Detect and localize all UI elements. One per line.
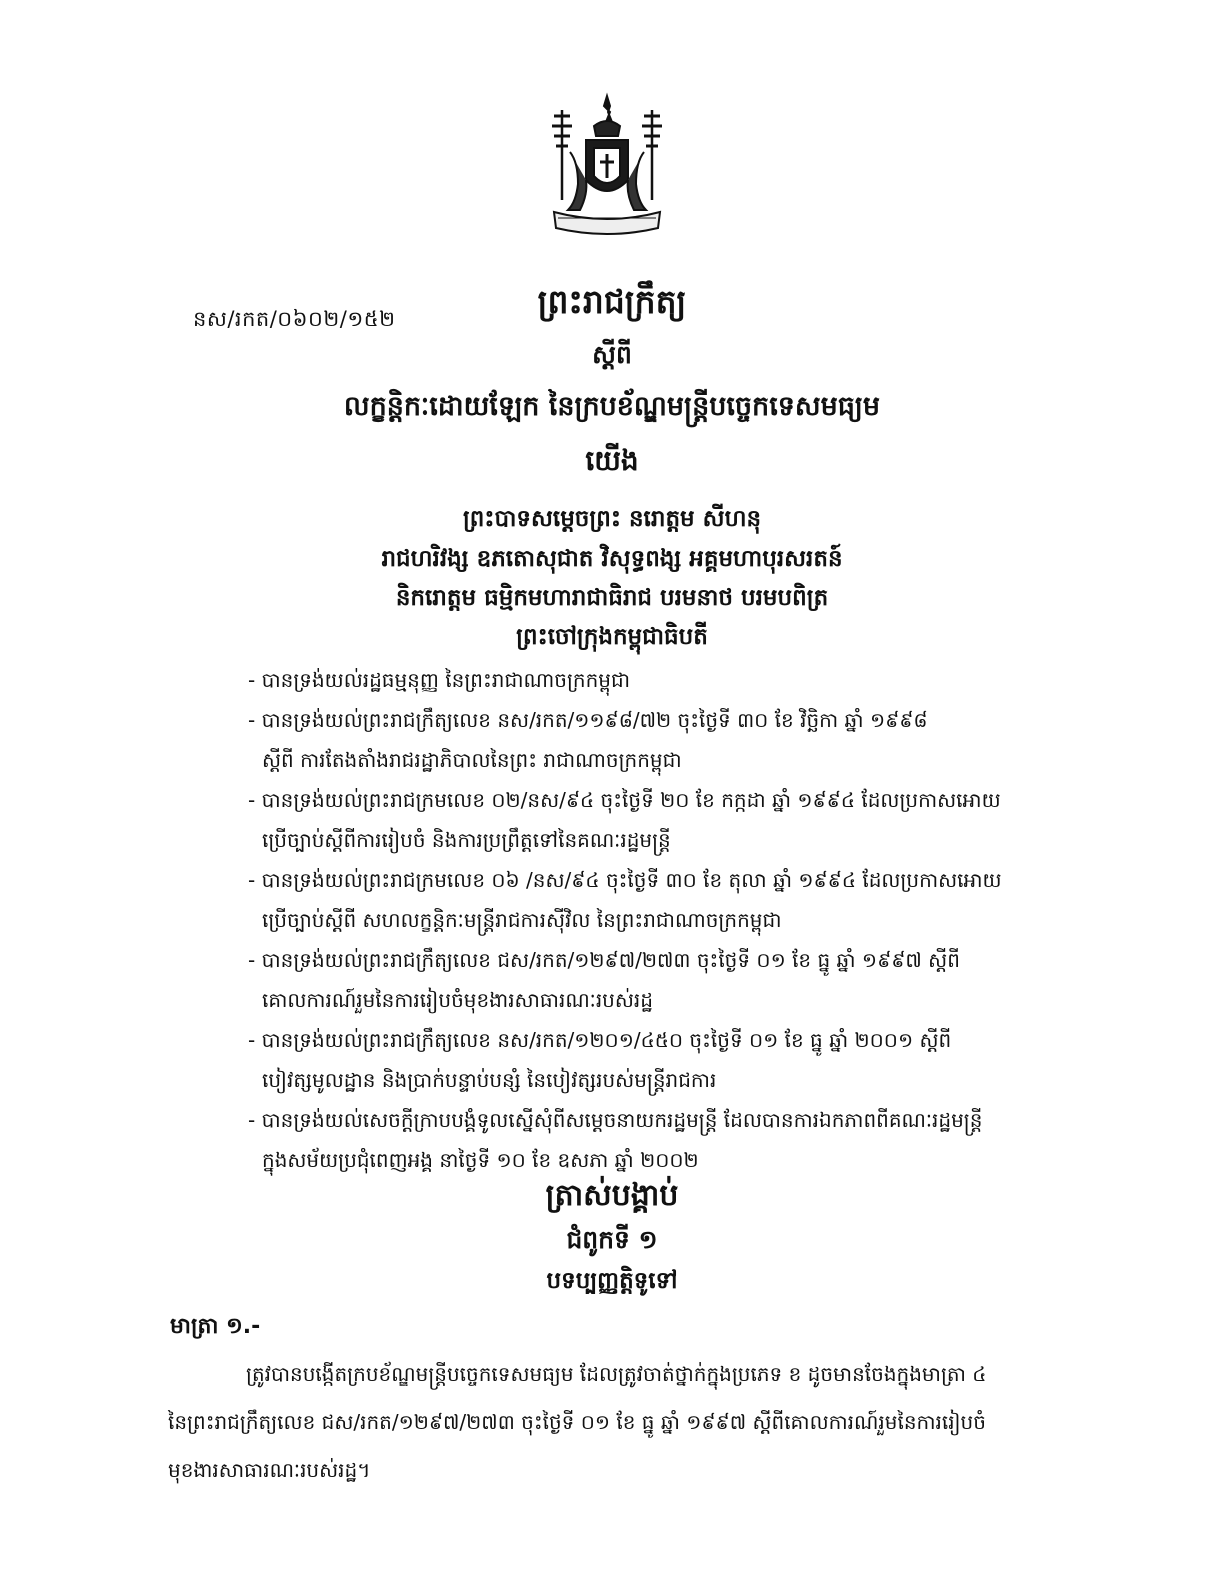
article-1-line: នៃព្រះរាជក្រឹត្យលេខ ជស/រកត/១២៩៧/២៧៣ ចុះថ្ងៃទី ០១ ខែ ធ្នូ ឆ្នាំ ១៩៩៧ ស្តីពីគោលការណ៍រួមនៃការរៀបចំ <box>168 1410 986 1434</box>
king-title-line-3: និករោត្តម ធម្មិកមហារាជាធិរាជ បរមនាថ បរមបពិត្រ <box>395 585 829 611</box>
visa-item: - បានទ្រង់យល់ព្រះរាជក្រឹត្យលេខ នស/រកត/១២០១/៤៥០ ចុះថ្ងៃទី ០១ ខែ ធ្នូ ឆ្នាំ ២០០១ ស្តីពី <box>248 1028 952 1052</box>
visa-item: - បានទ្រង់យល់ព្រះរាជក្រឹត្យលេខ ជស/រកត/១២៩៧/២៧៣ ចុះថ្ងៃទី ០១ ខែ ធ្នូ ឆ្នាំ ១៩៩៧ ស្តីពី <box>248 948 960 972</box>
article-1-line: ត្រូវបានបង្កើតក្របខ័ណ្ឌមន្ត្រីបច្ចេកទេសមធ្យម ដែលត្រូវចាត់ថ្នាក់ក្នុងប្រភេទ ខ ដូចមានចែងក្នុងមាត្រា ៤ <box>246 1362 987 1386</box>
order-heading: ត្រាស់បង្គាប់ <box>545 1178 679 1213</box>
chapter-title: បទប្បញ្ញត្តិទូទៅ <box>546 1268 678 1294</box>
article-1-body <box>168 1350 1048 1494</box>
royal-coat-of-arms-emblem <box>548 92 666 240</box>
king-title-line-4: ព្រះចៅក្រុងកម្ពុជាធិបតី <box>516 624 708 650</box>
article-1-label: មាត្រា ១.- <box>170 1314 261 1339</box>
decree-reference-number: នស/រកត/០៦០២/១៥២ <box>193 307 396 331</box>
visa-item-continuation: ប្រើច្បាប់ស្តីពី សហលក្ខន្តិកៈមន្ត្រីរាជការស៊ីវិល នៃព្រះរាជាណាចក្រកម្ពុជា <box>262 908 782 932</box>
we-heading: យើង <box>585 444 639 477</box>
decree-subject: លក្ខន្តិកៈដោយឡែក នៃក្របខ័ណ្ឌមន្ត្រីបច្ចេកទេសមធ្យម <box>343 391 881 422</box>
visa-item: - បានទ្រង់យល់រដ្ឋធម្មនុញ្ញ នៃព្រះរាជាណាចក្រកម្ពុជា <box>248 668 631 692</box>
visa-list <box>248 660 1068 1180</box>
article-1-line: មុខងារសាធារណៈរបស់រដ្ឋ។ <box>168 1458 371 1482</box>
visa-item-continuation: គោលការណ៍រួមនៃការរៀបចំមុខងារសាធារណៈរបស់រដ្ឋ <box>262 988 653 1012</box>
visa-item-continuation: ក្នុងសម័យប្រជុំពេញអង្គ នាថ្ងៃទី ១០ ខែ ឧសភា ឆ្នាំ ២០០២ <box>262 1148 699 1172</box>
king-title-line-2: រាជហរិវង្ស ឧភតោសុជាត វិសុទ្ធពង្ស អគ្គមហាបុរសរតន៍ <box>381 546 843 572</box>
visa-item-continuation: ស្តីពី ការតែងតាំងរាជរដ្ឋាភិបាលនៃព្រះ រាជាណាចក្រកម្ពុជា <box>262 748 682 772</box>
visa-item-continuation: ប្រើច្បាប់ស្តីពីការរៀបចំ និងការប្រព្រឹត្តទៅនៃគណៈរដ្ឋមន្ត្រី <box>262 828 671 852</box>
king-title-line-1: ព្រះបាទសម្តេចព្រះ នរោត្តម សីហនុ <box>462 506 762 532</box>
visa-item-continuation: បៀវត្សមូលដ្ឋាន និងប្រាក់បន្ទាប់បន្សំ នៃបៀវត្សរបស់មន្ត្រីរាជការ <box>262 1068 717 1092</box>
visa-item: - បានទ្រង់យល់ព្រះរាជក្រឹត្យលេខ នស/រកត/១១៩៨/៧២ ចុះថ្ងៃទី ៣០ ខែ វិច្ឆិកា ឆ្នាំ ១៩៩៨ <box>248 708 928 732</box>
visa-item: - បានទ្រង់យល់ព្រះរាជក្រមលេខ ០៦ /នស/៩៤ ចុះថ្ងៃទី ៣០ ខែ តុលា ឆ្នាំ ១៩៩៤ ដែលប្រកាសអោយ <box>248 868 1002 892</box>
document-title: ព្រះរាជក្រឹត្យ <box>537 282 687 321</box>
chapter-number: ជំពូកទី ១ <box>566 1225 658 1254</box>
visa-item: - បានទ្រង់យល់ព្រះរាជក្រមលេខ ០២/នស/៩៤ ចុះថ្ងៃទី ២០ ខែ កក្កដា ឆ្នាំ ១៩៩៤ ដែលប្រកាសអោយ <box>248 788 1001 812</box>
title-concerning: ស្តីពី <box>592 340 632 369</box>
visa-item: - បានទ្រង់យល់សេចក្តីក្រាបបង្គំទូលស្នើសុំពីសម្តេចនាយករដ្ឋមន្ត្រី ដែលបានការឯកភាពពីគណៈរដ្ឋមន្ត្រី <box>248 1108 983 1132</box>
